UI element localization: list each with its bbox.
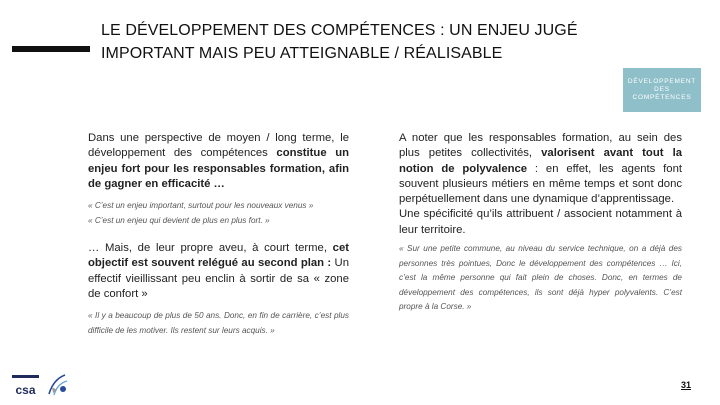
partner-logo-icon	[45, 372, 71, 398]
title-accent-bar	[12, 46, 90, 52]
left-column	[88, 131, 349, 338]
left-p1-bold: constitue un enjeu fort pour les responsables formation, afin de gagner en efficacité …	[88, 147, 350, 190]
left-p2-text: … Mais, de leur propre aveu, à court terme,	[88, 242, 333, 255]
left-quote-1a: « C’est un enjeu important, surtout pour les nouveaux venus »	[88, 201, 314, 211]
title-line-2: IMPORTANT MAIS PEU ATTEIGNABLE / RÉALISABLE	[101, 45, 503, 62]
section-tag	[623, 68, 701, 112]
left-quote-2: « Il y a beaucoup de plus de 50 ans. Donc, en fin de carrière, c’est plus difficile de les motiver. Ils restent sur leurs acquis. »	[88, 311, 349, 335]
left-paragraph-1	[88, 131, 349, 192]
left-p1-text: Dans une perspective de moyen / long terme, le développement des compétences	[88, 132, 349, 160]
tag-line-2: DES	[654, 86, 670, 93]
footer-logos	[12, 372, 71, 398]
title-line-1: LE DÉVELOPPEMENT DES COMPÉTENCES : UN ENJEU JUGÉ	[101, 22, 578, 39]
slide-title	[101, 19, 661, 65]
left-quote-1	[88, 199, 349, 228]
page-number: 31	[681, 380, 692, 390]
tag-line-3: COMPÉTENCES	[632, 94, 692, 101]
left-paragraph-2	[88, 241, 349, 302]
right-paragraph-2: Une spécificité qu’ils attribuent / associent notamment à leur territoire.	[399, 208, 682, 236]
tag-line-1: DÉVELOPPEMENT	[627, 78, 697, 85]
right-p1-text: A noter que les responsables formation, au sein des plus petites collectivités,	[399, 132, 682, 160]
right-quote: « Sur une petite commune, au niveau du service technique, on a déjà des personnes très pointues, Donc le développement des compétences … Ici, c’est la même personne qui fait plein de choses. Donc, en termes de développement des compétences, ils sont déjà hyper polyvalents. C’est propre à la Corse. »	[399, 244, 682, 312]
csa-logo: csa	[12, 375, 39, 396]
right-column	[399, 131, 682, 315]
right-p1-rest: : en effet, les agents font souvent plusieurs métiers en même temps et sont donc perpétuellement dans une dynamique d’apprentissage.	[399, 162, 683, 206]
right-p1-bold: valorisent avant tout la notion de polyvalence	[399, 147, 682, 175]
left-quote-1b: « C’est un enjeu qui devient de plus en plus fort. »	[88, 215, 270, 225]
left-p2-bold: cet objectif est souvent relégué au second plan :	[88, 242, 349, 270]
left-p2-rest: Un effectif vieillissant peu enclin à sortir de sa « zone de confort »	[88, 257, 349, 301]
right-paragraph-1	[399, 131, 682, 207]
